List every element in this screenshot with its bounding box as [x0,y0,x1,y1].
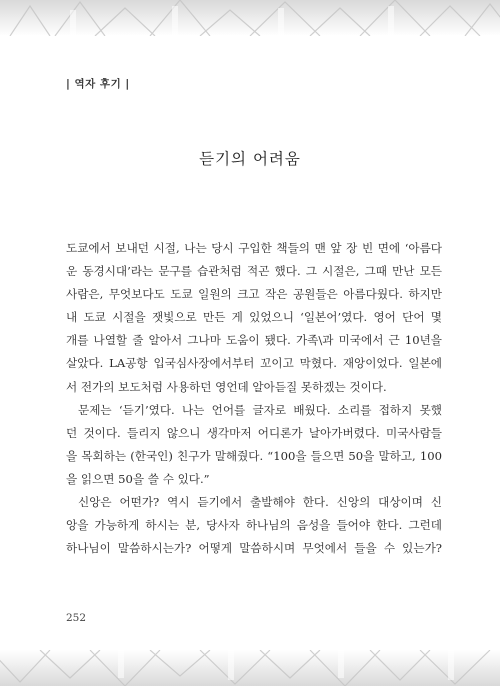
text-line: 하나님이 말씀하시는가? 어떻게 말씀하시며 무엇에서 들을 수 있는가? [66,541,442,556]
text-line: 을 읽으면 50을 쓸 수 있다.” [66,471,210,486]
paragraph-2 [66,399,442,491]
body-text [66,237,442,560]
text-line: 을 목회하는 (한국인) 친구가 말해줬다. “100을 들으면 50을 말하고, 100 [66,448,442,463]
text-line: 사람은, 무엇보다도 도쿄 일원의 크고 작은 공원들은 아름다웠다. 하지만 [66,287,442,302]
text-line: 개를 나열할 줄 알아서 그나마 도움이 됐다. 가족\과 미국에서 근 10년을 [66,333,442,348]
text-line: 던 것이다. 들리지 않으니 생각마저 어디론가 날아가버렸다. 미국사람들 [66,425,442,440]
page-number: 252 [66,612,87,624]
text-line: 서 전가의 보도처럼 사용하던 영언데 알아듣질 못하겠는 것이다. [66,379,387,394]
paragraph-3 [66,491,442,560]
chapter-title: 듣기의 어려움 [199,150,301,168]
text-line: 내 도쿄 시절을 잿빛으로 만든 게 있었으니 ‘일본어’였다. 영어 단어 몇 [66,310,442,325]
text-line: 도쿄에서 보내던 시절, 나는 당시 구입한 책들의 맨 앞 장 빈 면에 ‘아름다 [66,241,442,255]
section-label: | 역자 후기 | [66,78,130,90]
text-line: 신앙은 어떤가? 역시 듣기에서 출발해야 한다. 신앙의 대상이며 신 [78,495,442,510]
text-line: 살았다. LA공항 입국심사장에서부터 꼬이고 막혔다. 재앙이었다. 일본에 [66,356,442,371]
top-decorative-border [0,0,500,36]
bottom-decorative-border [0,650,500,686]
text-line: 운 동경시대’라는 문구를 습관처럼 적곤 했다. 그 시절은, 그때 만난 모든 [66,264,442,279]
text-line: 문제는 ‘듣기’였다. 나는 언어를 글자로 배웠다. 소리를 접하지 못했 [78,402,442,417]
paragraph-1 [66,237,442,399]
text-line: 앙을 가능하게 하시는 분, 당사자 하나님의 음성을 들어야 한다. 그런데 [66,518,442,533]
